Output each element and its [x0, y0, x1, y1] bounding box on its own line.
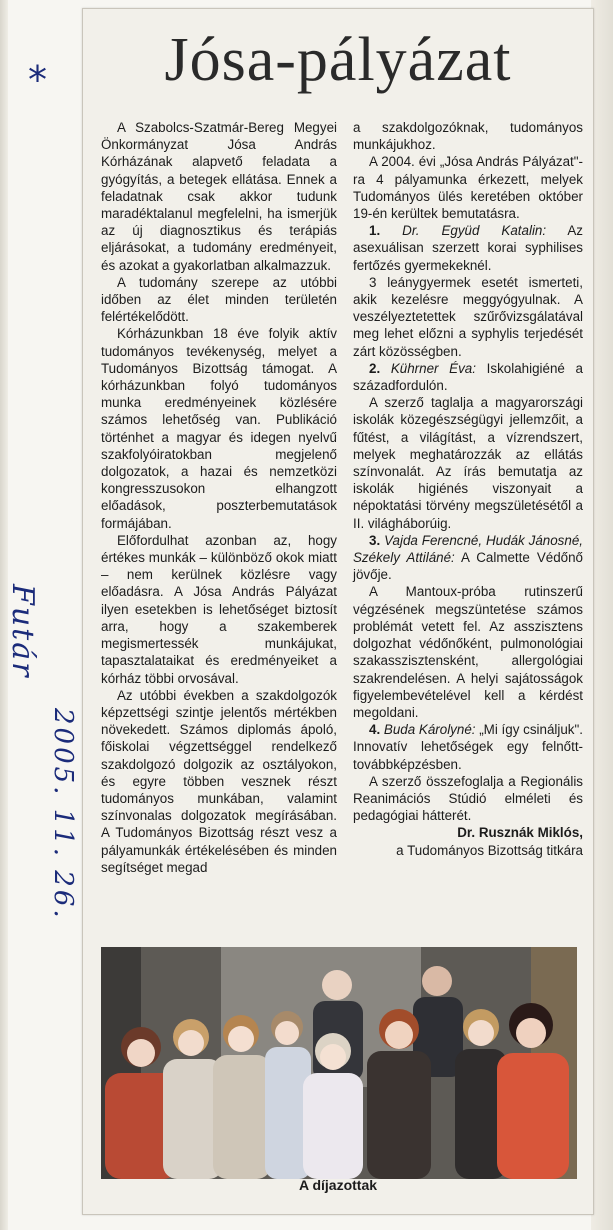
- group-photo-illustration: [101, 947, 577, 1179]
- entry-title: „Mi így csináljuk". Innovatív lehetőségek egy felnőtt-továbbképzésben.: [353, 722, 583, 772]
- entry-number: 1.: [369, 223, 381, 239]
- entry-title: Iskolahigiéné a századfordulón.: [353, 360, 583, 394]
- handwritten-star-mark: *: [28, 58, 47, 102]
- article-paragraph: Kórházunkban 18 éve folyik aktív tudományos tevékenység, melyet a Tudományos Bizottság támogat. A kórházunkban folyó tudományos munka eredményeinek közlésére számos lehetőség van. Publikáció történhet a magyar és idegen nyelvű szakfolyóiratokban megjelenő dolgozatok, a hazai és nemzetközi kongresszusokon elhangzott előadások, poszterbemutatások formájában.: [101, 326, 337, 531]
- entry-authors: Vajda Ferencné, Hudák Jánosné, Székely Attiláné:: [353, 532, 583, 566]
- entry-2: [353, 360, 583, 394]
- award-winners-photo: [101, 947, 577, 1179]
- article-headline: Jósa-pályázat: [164, 26, 512, 94]
- scan-edge-right: [591, 0, 613, 1230]
- newspaper-clipping: [82, 8, 594, 1215]
- entry-description: A szerző összefoglalja a Regionális Reanimációs Stúdió elméleti és pedagógiai hátterét.: [353, 773, 583, 824]
- handwritten-source-note: Futár: [5, 584, 40, 679]
- entry-4: [353, 721, 583, 773]
- entry-description: A szerző taglalja a magyarországi iskolák közegészségügyi jellemzőit, a fűtést, a világítást, a vízrendszert, melyek meghatározzák az ellátás színvonalát. Az írás bemutatja az iskolák higiénés viszonyait a népoktatási törvény megszületésétől a II. világháborúig.: [353, 395, 583, 531]
- entry-title: A Calmette Védőnő jövője.: [353, 550, 583, 583]
- article-paragraph: a szakdolgozóknak, tudományos munkájukhoz.: [353, 120, 583, 153]
- article-right-column: [353, 119, 583, 858]
- handwritten-date-note: 2005. 11. 26.: [48, 708, 78, 921]
- entry-title: Az asexuálisan szerzett korai syphilises fertőzés gyermekeknél.: [353, 223, 583, 273]
- entry-number: 3.: [369, 532, 381, 548]
- article-paragraph: A tudomány szerepe az utóbbi időben az élet minden területén felértékelődött.: [101, 274, 337, 325]
- signature-name: Dr. Rusznák Miklós,: [457, 825, 583, 841]
- signature-role: a Tudományos Bizottság titkára: [396, 842, 583, 858]
- entry-description: 3 leánygyermek esetét ismerteti, akik kezelésre meggyógyulnak. A veszélyeztetettek szűrővizsgálatával meg lehet előzni a syphylis terjedését zárt közösségben.: [353, 274, 583, 359]
- entry-number: 4.: [369, 722, 381, 738]
- entry-authors: Kührner Éva:: [390, 360, 476, 376]
- article-paragraph: Az utóbbi években a szakdolgozók képzettségi szintje jelentős mértékben növekedett. Számos diplomás ápoló, főiskolai végzettséggel rendelkező szakdolgozó dolgozik az osztályokon, és egyre többen vesznek részt tudományos munkában, valamint színvonalas dolgozatok megírásában. A Tudományos Bizottság részt vesz a pályamunkák értékelésében és minden segítséget megad: [101, 687, 337, 875]
- entry-authors: Dr. Együd Katalin:: [402, 223, 547, 239]
- photo-caption: A díjazottak: [298, 1177, 378, 1193]
- entry-1: [353, 222, 583, 274]
- entry-number: 2.: [369, 360, 381, 376]
- entry-description: A Mantoux-próba rutinszerű végzésének megszüntetése számos problémát vetett fel. Az asszisztens dolgozhat védőnőként, pulmonológiai szakasszisztensként, allergológiai szakrendelésen. A helyi sajátosságok figyelembevételével kell a kérdést megoldani.: [353, 584, 583, 720]
- entry-3: [353, 532, 583, 584]
- article-paragraph: Előfordulhat azonban az, hogy értékes munkák – különböző okok miatt – nem kerülnek közlésre vagy előadásra. A Jósa András Pályázat ilyen esetekben is lehetőséget biztosít arra, hogy a szakemberek megismertessék munkájukat, tapasztalataikat és eredményeiket a kórház többi orvosával.: [101, 532, 337, 686]
- article-paragraph: A 2004. évi „Jósa András Pályázat"-ra 4 pályamunka érkezett, melyek Tudományos ülés keretében október 19-én kerültek bemutatásra.: [353, 154, 583, 222]
- article-left-column: [101, 119, 337, 875]
- entry-authors: Buda Károlyné:: [383, 722, 476, 738]
- article-paragraph: A Szabolcs-Szatmár-Bereg Megyei Önkormányzat Jósa András Kórházának alapvető feladata a gyógyítás, a betegek ellátása. Ennek a feladatnak csak akkor tudunk maradéktalanul megfelelni, ha ismerjük az új diagnosztikus és terápiás eljárásokat, a tudomány eredményeit, és azokat a gyakorlatban alkalmazzuk.: [101, 120, 337, 273]
- signature-block: [353, 824, 583, 858]
